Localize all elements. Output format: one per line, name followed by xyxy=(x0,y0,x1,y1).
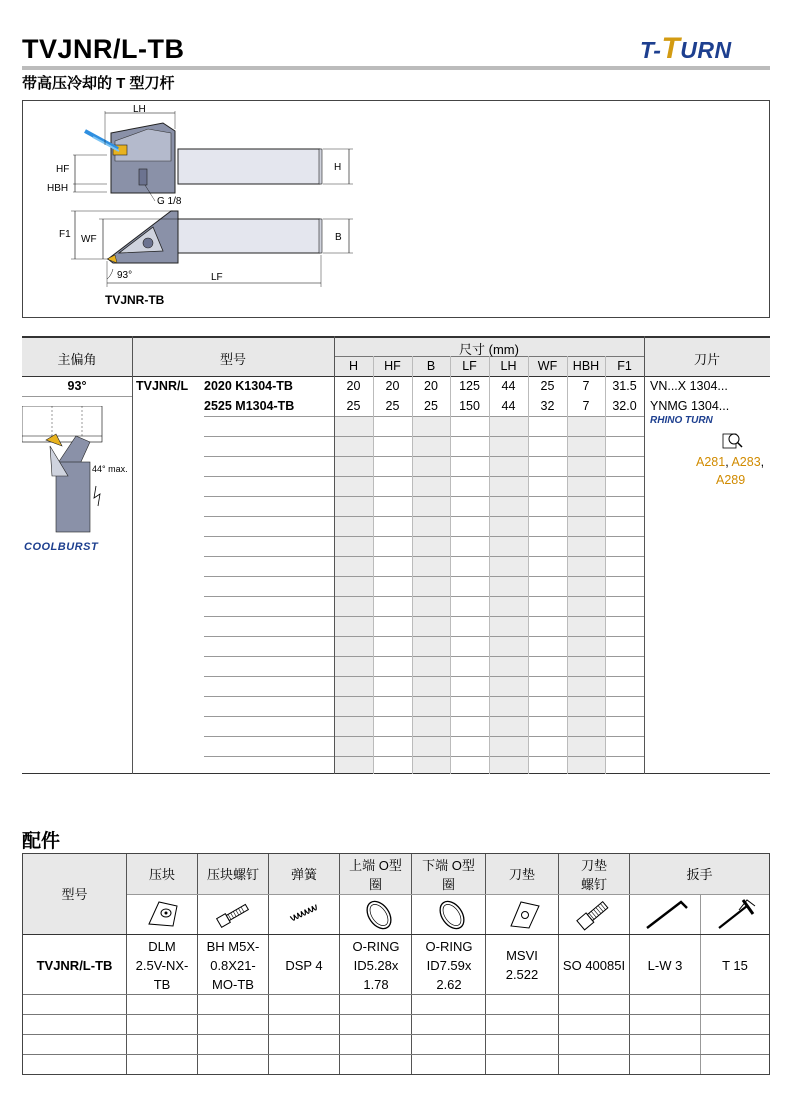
acc-top-o-ring-value: O-RING ID5.28x 1.78 xyxy=(352,939,400,992)
insert-type-2: YNMG 1304... xyxy=(650,399,730,413)
shank-top-view xyxy=(178,149,320,184)
b-dim-label: B xyxy=(335,232,342,243)
hf-dim-label: HF xyxy=(56,164,70,175)
model-prefix: TVJNR/L xyxy=(136,379,189,393)
dim-header-hf: HF xyxy=(384,359,401,373)
acc-l-wrench-value: L-W 3 xyxy=(647,958,683,973)
dim-value: 7 xyxy=(582,399,590,413)
insert-type-1: VN...X 1304... xyxy=(650,379,728,393)
page-subtitle: 带高压冷却的 T 型刀杆 xyxy=(22,75,175,92)
page-title: TVJNR/L-TB xyxy=(22,34,185,64)
shank-side-view xyxy=(178,219,320,253)
title-rule xyxy=(22,66,770,70)
g-thread-label: G 1/8 xyxy=(157,196,182,207)
acc-header-clamp: 压块 xyxy=(148,867,175,882)
h-dim-label: H xyxy=(334,162,342,173)
angle-value: 93° xyxy=(67,379,87,393)
dim-value: 25 xyxy=(424,399,438,413)
lh-dim-label: LH xyxy=(133,104,146,115)
acc-header-shim: 刀垫 xyxy=(508,867,535,882)
page-ref-a283[interactable]: A283 xyxy=(731,455,761,469)
clamp-screw-icon xyxy=(213,900,253,930)
dim-value: 32.0 xyxy=(612,399,637,413)
brand-prefix: T- xyxy=(640,37,662,63)
dim-header-lh: LH xyxy=(500,359,517,373)
acc-header-clamp-screw: 压块螺钉 xyxy=(206,867,259,882)
dim-value: 44 xyxy=(501,379,516,393)
acc-header-model: 型号 xyxy=(61,887,88,902)
accessories-table xyxy=(22,853,770,1075)
shim-icon xyxy=(507,898,543,932)
catalog-reference-icon xyxy=(722,430,744,450)
dim-value: 20 xyxy=(424,379,438,393)
t-turn-logo xyxy=(640,32,732,66)
clamp-icon xyxy=(147,898,181,930)
acc-header-spring: 弹簧 xyxy=(290,867,317,882)
t-wrench-icon xyxy=(713,896,759,932)
acc-model-value: TVJNR/L-TB xyxy=(36,958,113,973)
drawing-caption: TVJNR-TB xyxy=(105,293,165,307)
acc-bottom-o-ring-value: O-RING ID7.59x 2.62 xyxy=(425,939,473,992)
spring-icon xyxy=(285,900,325,930)
brand-t: T xyxy=(661,32,681,65)
dim-value: 20 xyxy=(385,379,400,393)
insert-header: 刀片 xyxy=(693,352,720,367)
shim-screw-icon xyxy=(573,898,613,932)
acc-shim-screw-value: SO 40085I xyxy=(562,958,626,973)
o-ring-bottom-icon xyxy=(432,898,472,932)
dim-value: 125 xyxy=(459,379,480,393)
dim-value: 20 xyxy=(346,379,361,393)
acc-header-top-o-ring: 上端 O型圈 xyxy=(349,858,402,892)
dim-header-f1: F1 xyxy=(617,359,632,373)
dim-header-b: B xyxy=(426,359,436,373)
hbh-dim-label: HBH xyxy=(47,183,69,194)
dim-value: 150 xyxy=(459,399,480,413)
page-ref-a289[interactable]: A289 xyxy=(716,473,746,487)
dim-header-lf: LF xyxy=(462,359,477,373)
o-ring-top-icon xyxy=(359,898,399,932)
ramp-angle-label: 44° max. xyxy=(92,464,128,474)
acc-spring-value: DSP 4 xyxy=(285,958,323,973)
coolburst-logo: COOLBURST xyxy=(24,541,99,553)
dim-value: 25 xyxy=(540,379,555,393)
lf-dim-label: LF xyxy=(211,272,223,283)
rhino-turn-logo: RHINO TURN xyxy=(650,415,713,426)
spec-table xyxy=(22,336,770,774)
acc-header-wrench: 扳手 xyxy=(686,867,713,882)
acc-clamp-screw-value: BH M5X- 0.8X21- MO-TB xyxy=(206,939,260,992)
acc-clamp-value: DLM 2.5V-NX- TB xyxy=(135,939,189,992)
page-ref-a281[interactable]: A281 xyxy=(696,455,726,469)
dim-header-wf: WF xyxy=(537,359,558,373)
model-row-2: 2525 M1304-TB xyxy=(204,399,295,413)
acc-header-shim-screw: 刀垫 螺钉 xyxy=(580,858,607,892)
model-header: 型号 xyxy=(219,352,246,367)
l-wrench-icon xyxy=(643,896,689,932)
dim-value: 25 xyxy=(385,399,400,413)
dim-value: 44 xyxy=(501,399,516,413)
dim-value: 7 xyxy=(582,379,590,393)
dim-value: 25 xyxy=(346,399,361,413)
wf-dim-label: WF xyxy=(81,234,97,245)
tool-drawing xyxy=(22,100,770,318)
dims-group-header: 尺寸 (mm) xyxy=(459,342,519,357)
approach-angle-diagram xyxy=(22,406,132,546)
dim-header-hbh: HBH xyxy=(572,359,600,373)
angle-header: 主偏角 xyxy=(57,352,97,367)
model-row-1: 2020 K1304-TB xyxy=(204,379,293,393)
acc-header-bottom-o-ring: 下端 O型圈 xyxy=(422,858,475,892)
acc-shim-value: MSVI 2.522 xyxy=(505,948,539,982)
dim-value: 31.5 xyxy=(612,379,637,393)
page-reference: A281, A283, xyxy=(696,455,765,469)
angle-dim-label: 93° xyxy=(117,270,133,281)
f1-dim-label: F1 xyxy=(59,229,71,240)
brand-suffix: URN xyxy=(680,37,732,63)
acc-t-wrench-value: T 15 xyxy=(722,958,748,973)
dim-header-h: H xyxy=(348,359,359,373)
dim-value: 32 xyxy=(540,399,555,413)
accessories-title: 配件 xyxy=(22,831,61,852)
